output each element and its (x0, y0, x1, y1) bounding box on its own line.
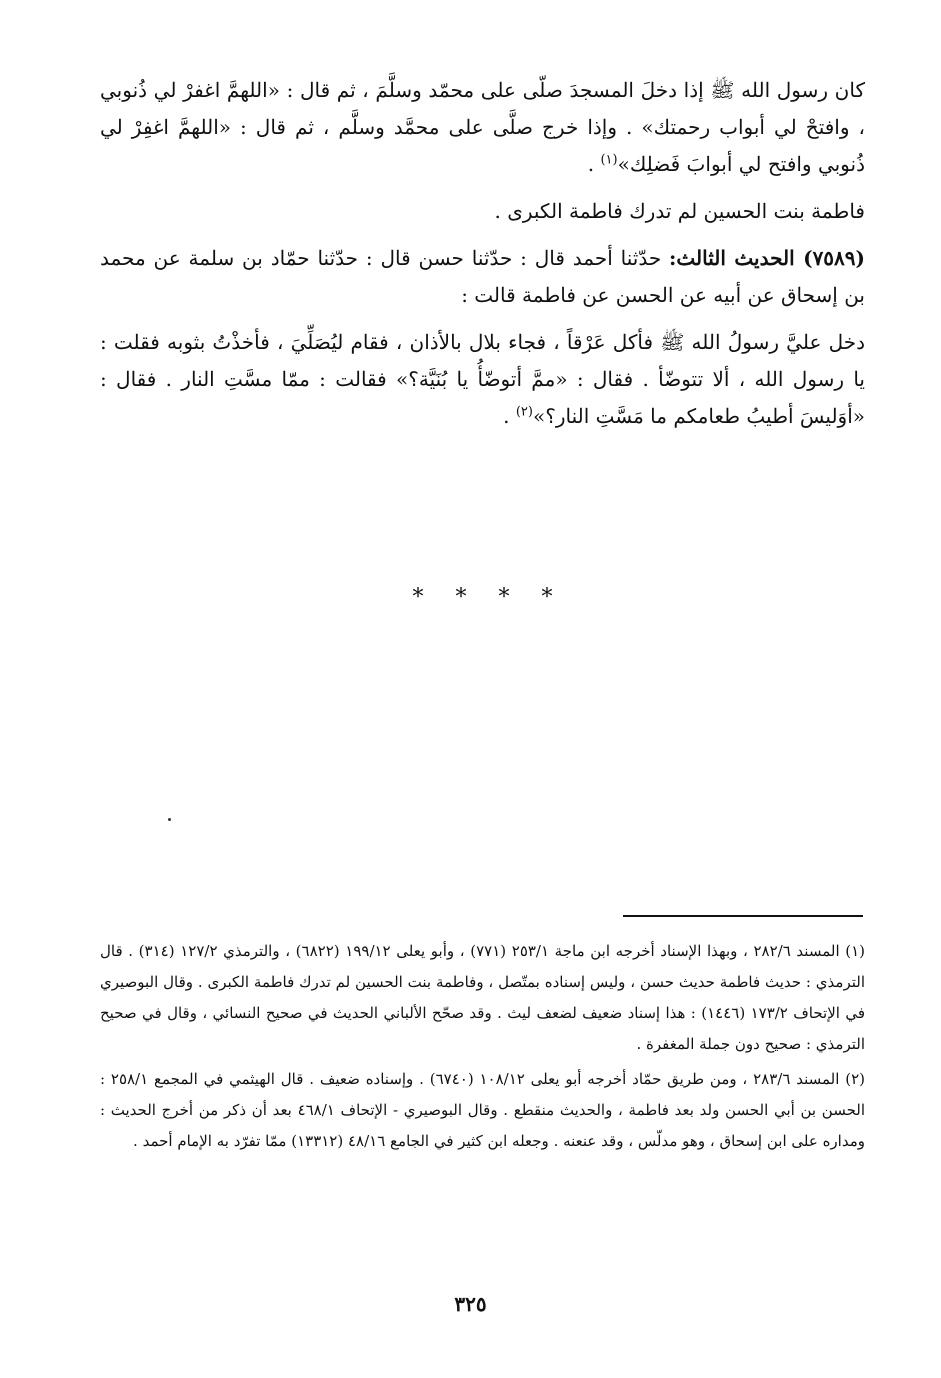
separator-star: * (498, 585, 510, 610)
main-text (100, 72, 865, 445)
footnote-divider (623, 915, 863, 917)
paragraph-3-end: . (503, 404, 516, 428)
separator-star: * (412, 585, 424, 610)
section-separator (100, 585, 865, 610)
paragraph-1-text: كان رسول الله ﷺ إذا دخلَ المسجدَ صلّى على محمّد وسلَّمَ ، ثم قال : «اللهمَّ اغفرْ لي ذُنوبي ، وافتحْ لي أبواب رحمتك» . وإذا خرج صلَّى على محمَّد وسلَّم ، ثم قال : «اللهمَّ اغفِرْ لي ذُنوبي وافتح لي أبوابَ فَضلِك» (100, 78, 865, 176)
stray-mark (168, 818, 171, 821)
separator-star: * (541, 585, 553, 610)
footnote-1: (١) المسند ٢٨٢/٦ ، وبهذا الإسناد أخرجه ابن ماجة ٢٥٣/١ (٧٧١) ، وأبو يعلى ١٩٩/١٢ (٦٨٢٢) ، والترمذي ١٢٧/٢ (٣١٤) . قال الترمذي : حديث فاطمة حديث حسن ، وليس إسناده بمتّصل ، وفاطمة بنت الحسين لم تدرك فاطمة الكبرى . وقال البوصيري في الإتحاف ١٧٣/٢ (١٤٤٦) : هذا إسناد ضعيف لضعف ليث . وقد صحّح الألباني الحديث في صحيح النسائي ، وقال في صحيح الترمذي : صحيح دون جملة المغفرة . (100, 942, 866, 1053)
paragraph-1-end: . (587, 152, 601, 176)
footnote-ref-1[interactable]: (١) (600, 152, 618, 168)
separator-star: * (455, 585, 467, 610)
hadith-text: حدّثنا أحمد قال : حدّثنا حسن قال : حدّثنا حمّاد بن سلمة عن محمد بن إسحاق عن أبيه عن الحسن عن فاطمة قالت : (100, 246, 865, 307)
hadith-paragraph (100, 240, 865, 314)
page-number: ٣٢٥ (454, 1292, 487, 1316)
paragraph-1 (100, 72, 865, 183)
hadith-heading: (٧٥٨٩) الحديث الثالث: (669, 246, 865, 270)
footnotes (100, 936, 865, 1161)
paragraph-3-text: دخل عليَّ رسولُ الله ﷺ فأكل عَرْقاً ، فجاء بلال بالأذان ، فقام ليُصَلِّيَ ، فأخذْتُ بثوبه فقلت : يا رسول الله ، ألا تتوضّأ . فقال : «ممَّ أتوضّأُ يا بُنَيَّة؟» فقالت : ممّا مسَّتِ النار . فقال : «أوَليسَ أطيبُ طعامكم ما مَسَّتِ النار؟» (100, 330, 865, 428)
footnote-2: (٢) المسند ٢٨٣/٦ ، ومن طريق حمّاد أخرجه أبو يعلى ١٠٨/١٢ (٦٧٤٠) . وإسناده ضعيف . قال الهيثمي في المجمع ٢٥٨/١ : الحسن بن أبي الحسن ولد بعد فاطمة ، والحديث منقطع . وقال البوصيري - الإتحاف ٤٦٨/١ بعد أن ذكر من أخرج الحديث : ومداره على ابن إسحاق ، وهو مدلّس ، وقد عنعنه . وجعله ابن كثير في الجامع ٤٨/١٦ (١٣٣١٢) ممّا تفرّد به الإمام أحمد . (100, 1070, 865, 1150)
paragraph-2: فاطمة بنت الحسين لم تدرك فاطمة الكبرى . (494, 199, 865, 223)
paragraph-3 (100, 324, 865, 435)
footnote-ref-2[interactable]: (٢) (515, 404, 533, 420)
